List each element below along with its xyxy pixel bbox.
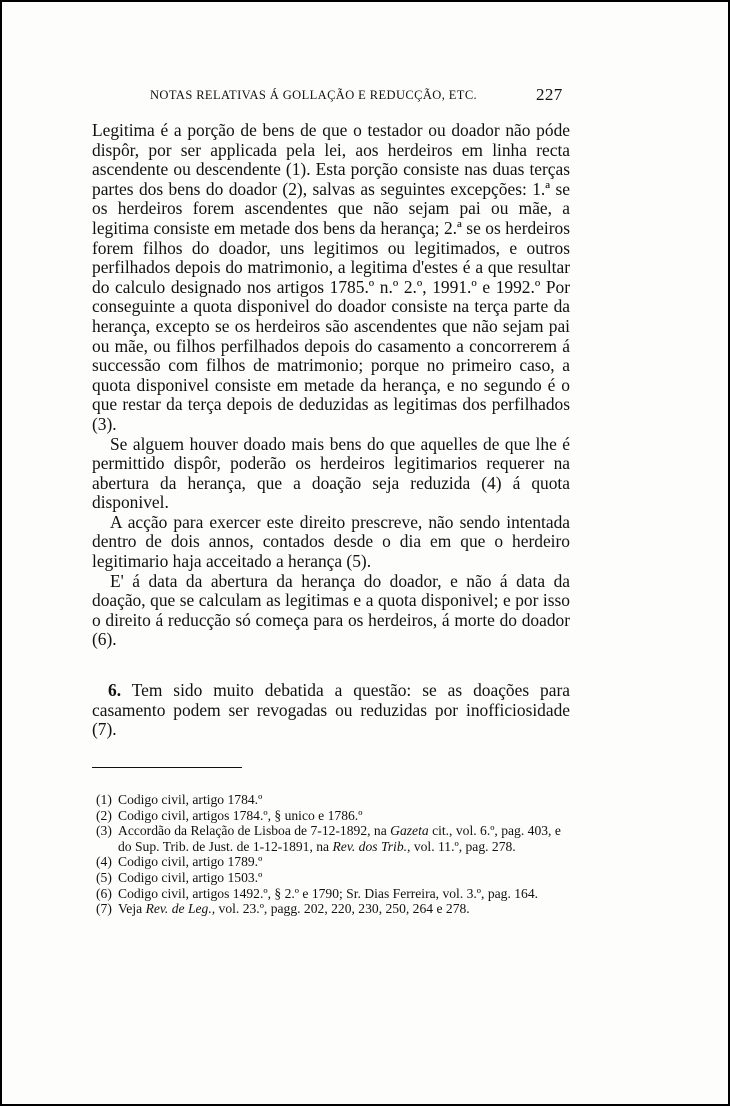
citation-title: Rev. de Leg., <box>145 901 216 917</box>
footnote-text: Codigo civil, artigos 1492.º, § 2.º e 1790; Sr. Dias Ferreira, vol. 3.º, pag. 164. <box>118 885 539 901</box>
footnote-text: vol. 11.º, pag. 278. <box>410 838 516 854</box>
footnote-text: Codigo civil, artigo 1789.º <box>118 854 263 870</box>
footnote-number: (7) <box>96 901 112 917</box>
citation-title: Rev. dos Trib., <box>332 838 411 854</box>
paragraph: Legitima é a porção de bens de que o testador ou doador não póde dispôr, por ser applicada pela lei, aos herdeiros em linha recta ascendente ou descendente (1). Esta porção consiste nas duas terças partes dos bens do doador (2), salvas as seguintes excepções: 1.ª se os herdeiros forem ascendentes que não sejam pai ou mãe, a legitima consiste em metade dos bens da herança; 2.ª se os herdeiros forem filhos do doador, uns legitimos ou legitimados, e outros perfilhados depois do matrimonio, a legitima d'estes é a que resultar do calculo designado nos artigos 1785.º n.º 2.º, 1991.º e 1992.º Por conseguinte a quota disponivel do doador consiste na terça parte da herança, excepto se os herdeiros são ascendentes que não sejam pai ou mãe, ou filhos perfilhados depois do casamento a concorrerem á successão com filhos de matrimonio; porque no primeiro caso, a quota disponivel consiste em metade da herança, e no segundo é o que restar da terça depois de deduzidas as legitimas dos perfilhados (3). <box>92 120 570 434</box>
running-title: NOTAS RELATIVAS Á GOLLAÇÃO E REDUCÇÃO, ETC. <box>150 88 478 102</box>
footnote-rule <box>92 767 242 768</box>
footnote <box>96 870 570 886</box>
footnote-number: (3) <box>96 823 112 839</box>
footnote-number: (5) <box>96 869 112 885</box>
footnote-number: (4) <box>96 854 112 870</box>
section-paragraph <box>92 681 570 740</box>
section-number: 6. <box>108 680 122 700</box>
footnote-text: Accordão da Relação de Lisboa de 7-12-1892, na <box>118 823 391 839</box>
footnote-text: cit., vol. 6.º, pag. 403, e do Sup. Trib. de Just. de 1-12-1891, na <box>118 823 561 854</box>
main-text <box>92 121 570 650</box>
footnotes <box>96 792 570 917</box>
footnote-text: Codigo civil, artigo 1784.º <box>118 792 263 807</box>
footnote-text: Codigo civil, artigo 1503.º <box>118 869 263 885</box>
paragraph: A acção para exercer este direito prescreve, não sendo intentada dentro de dois annos, contados desde o dia em que o herdeiro legitimario haja acceitado a herança (5). <box>92 511 570 572</box>
page-header <box>0 84 730 108</box>
footnote <box>96 823 570 854</box>
footnote <box>96 792 570 808</box>
footnote <box>96 901 570 917</box>
footnote-text: Codigo civil, artigos 1784.º, § unico e 1786.º <box>118 807 363 823</box>
footnote <box>96 808 570 824</box>
paragraph: E' á data da abertura da herança do doador, e não á data da doação, que se calculam as legitimas e a quota disponivel; e por isso o direito á reducção só começa para os herdeiros, á morte do doador (6). <box>92 570 570 650</box>
citation-title: Gazeta <box>390 823 429 839</box>
paragraph: Se alguem houver doado mais bens do que aquelles de que lhe é permittido dispôr, poderão os herdeiros legitimarios requerer na abertura da herança, que a doação seja reduzida (4) á quota disponivel. <box>92 433 570 513</box>
footnote-number: (1) <box>96 792 112 807</box>
page-number: 227 <box>536 85 563 104</box>
footnote <box>96 886 570 902</box>
footnote-number: (2) <box>96 807 112 823</box>
section-text: Tem sido muito debatida a questão: se as doações para casamento podem ser revogadas ou reduzidas por inofficiosidade (7). <box>92 680 570 740</box>
footnote-number: (6) <box>96 885 112 901</box>
footnote-text: Veja <box>118 901 146 917</box>
footnote <box>96 854 570 870</box>
footnote-text: vol. 23.º, pagg. 202, 220, 230, 250, 264 e 278. <box>215 901 470 917</box>
